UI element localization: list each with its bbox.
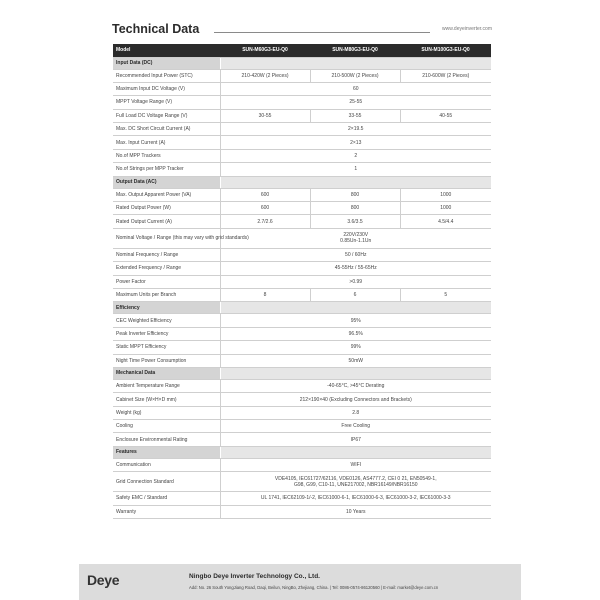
table-row — [113, 228, 491, 248]
row-label: Warranty — [113, 505, 220, 518]
table-row — [113, 215, 491, 228]
table-row — [113, 458, 491, 471]
row-value: WIFI — [220, 458, 491, 471]
row-value: 2.7/2.6 — [220, 215, 310, 228]
row-label: Max. Input Current (A) — [113, 136, 220, 149]
table-body — [113, 57, 491, 519]
row-value: 210-420W (2 Pieces) — [220, 69, 310, 82]
row-value: 96.5% — [220, 327, 491, 340]
section-fill — [220, 367, 491, 379]
row-label: MPPT Voltage Range (V) — [113, 96, 220, 109]
table-row — [113, 288, 491, 301]
table-row — [113, 433, 491, 446]
row-value: 45-55Hz / 55-65Hz — [220, 262, 491, 275]
row-value: 600 — [220, 202, 310, 215]
row-value: 1 — [220, 163, 491, 176]
row-value: 800 — [310, 202, 400, 215]
row-label: Ambient Temperature Range — [113, 379, 220, 392]
section-title: Efficiency — [113, 302, 220, 314]
row-label: Cooling — [113, 420, 220, 433]
table-row — [113, 379, 491, 392]
row-label: Enclosure Environmental Rating — [113, 433, 220, 446]
row-value: 210-500W (2 Pieces) — [310, 69, 400, 82]
row-value: 30-55 — [220, 109, 310, 122]
page-title: Technical Data — [112, 22, 200, 36]
table-row — [113, 262, 491, 275]
section-fill — [220, 57, 491, 69]
table-row — [113, 82, 491, 95]
table-row — [113, 69, 491, 82]
row-label: Weight (kg) — [113, 406, 220, 419]
table-row — [113, 202, 491, 215]
row-value: 33-55 — [310, 109, 400, 122]
table-row — [113, 354, 491, 367]
row-value: 50 / 60Hz — [220, 248, 491, 261]
table-row — [113, 109, 491, 122]
row-value: 2×19.5 — [220, 123, 491, 136]
row-value: 10 Years — [220, 505, 491, 518]
row-label: CEC Weighted Efficiency — [113, 314, 220, 327]
table-row — [113, 341, 491, 354]
column-header-model-3: SUN-M100G3-EU-Q0 — [400, 44, 491, 57]
row-value: 50mW — [220, 354, 491, 367]
row-value: Free Cooling — [220, 420, 491, 433]
row-label: Maximum Units per Branch — [113, 288, 220, 301]
section-header-row — [113, 57, 491, 69]
row-label: Nominal Frequency / Range — [113, 248, 220, 261]
table-row — [113, 406, 491, 419]
row-value: 99% — [220, 341, 491, 354]
row-label: Peak Inverter Efficiency — [113, 327, 220, 340]
company-address: Add: No. 26 South YongJiang Road, Daqi, Beilun, NingBo, Zhejiang, China. | Tel: 0086-0574-86120560 | E-mail: market@deye.com.cn — [189, 585, 439, 590]
table-row — [113, 393, 491, 406]
table-row — [113, 149, 491, 162]
table-row — [113, 136, 491, 149]
row-value: -40-65°C, >45°C Derating — [220, 379, 491, 392]
row-value: 60 — [220, 82, 491, 95]
section-fill — [220, 176, 491, 188]
section-header-row — [113, 176, 491, 188]
row-value: 25-55 — [220, 96, 491, 109]
table-row — [113, 492, 491, 505]
table-row — [113, 327, 491, 340]
row-label: Max. DC Short Circuit Current (A) — [113, 123, 220, 136]
row-value: 212×190×40 (Excluding Connectors and Brackets) — [220, 393, 491, 406]
table-row — [113, 275, 491, 288]
row-label: Recommended Input Power (STC) — [113, 69, 220, 82]
table-row — [113, 123, 491, 136]
row-value: 2.8 — [220, 406, 491, 419]
section-title: Output Data (AC) — [113, 176, 220, 188]
technical-data-table — [113, 44, 491, 519]
row-label: Full Load DC Voltage Range (V) — [113, 109, 220, 122]
table-row — [113, 420, 491, 433]
row-label: Rated Output Power (W) — [113, 202, 220, 215]
page-header — [112, 22, 492, 40]
row-value: UL 1741, IEC62109-1/-2, IEC61000-6-1, IEC61000-6-3, IEC61000-3-2, IEC61000-3-3 — [220, 492, 491, 505]
table-row — [113, 248, 491, 261]
section-fill — [220, 302, 491, 314]
row-label: Night Time Power Consumption — [113, 354, 220, 367]
section-header-row — [113, 446, 491, 458]
row-label: Max. Output Apparent Power (VA) — [113, 188, 220, 201]
page-footer — [79, 564, 521, 600]
table-row — [113, 314, 491, 327]
row-label: Power Factor — [113, 275, 220, 288]
row-label: Nominal Voltage / Range (this may vary with grid standards) — [113, 228, 220, 248]
table-row — [113, 472, 491, 492]
row-label: Cabinet Size (W×H×D mm) — [113, 393, 220, 406]
company-name: Ningbo Deye Inverter Technology Co., Ltd. — [189, 573, 320, 580]
row-label: Rated Output Current (A) — [113, 215, 220, 228]
table-row — [113, 188, 491, 201]
table-row — [113, 96, 491, 109]
row-label: Extended Frequency / Range — [113, 262, 220, 275]
row-value: VDE4105, IEC61727/62116, VDE0126, AS4777.2, CEI 0 21, EN50549-1, G98, G99, C10-11, UNE217002, NBR16149/NBR16150 — [220, 472, 491, 492]
section-header-row — [113, 302, 491, 314]
row-label: No.of Strings per MPP Tracker — [113, 163, 220, 176]
row-value: 95% — [220, 314, 491, 327]
row-value: 6 — [310, 288, 400, 301]
row-value: 1000 — [400, 188, 491, 201]
section-title: Input Data (DC) — [113, 57, 220, 69]
row-value: 2 — [220, 149, 491, 162]
table-row — [113, 505, 491, 518]
section-title: Features — [113, 446, 220, 458]
row-value: 600 — [220, 188, 310, 201]
column-header-model-2: SUN-M80G3-EU-Q0 — [310, 44, 400, 57]
website-url[interactable]: www.deyeinverter.com — [441, 26, 492, 32]
row-value: 220V/230V 0.85Un-1.1Un — [220, 228, 491, 248]
title-divider — [214, 32, 430, 33]
row-value: 1000 — [400, 202, 491, 215]
column-header-model-1: SUN-M60G3-EU-Q0 — [220, 44, 310, 57]
row-label: Safety EMC / Standard — [113, 492, 220, 505]
row-value: 210-600W (2 Pieces) — [400, 69, 491, 82]
row-label: No.of MPP Trackers — [113, 149, 220, 162]
company-logo: Deye — [87, 572, 120, 588]
section-header-row — [113, 367, 491, 379]
row-value: 3.6/3.5 — [310, 215, 400, 228]
table-header-row — [113, 44, 491, 57]
row-value: >0.99 — [220, 275, 491, 288]
row-value: 800 — [310, 188, 400, 201]
table-row — [113, 163, 491, 176]
row-value: 2×13 — [220, 136, 491, 149]
row-label: Maximum Input DC Voltage (V) — [113, 82, 220, 95]
row-value: 4.5/4.4 — [400, 215, 491, 228]
row-value: 40-55 — [400, 109, 491, 122]
row-label: Communication — [113, 458, 220, 471]
row-value: 5 — [400, 288, 491, 301]
column-header-model: Model — [113, 44, 220, 57]
section-title: Mechanical Data — [113, 367, 220, 379]
row-value: IP67 — [220, 433, 491, 446]
row-label: Grid Connection Standard — [113, 472, 220, 492]
section-fill — [220, 446, 491, 458]
row-label: Static MPPT Efficiency — [113, 341, 220, 354]
row-value: 8 — [220, 288, 310, 301]
